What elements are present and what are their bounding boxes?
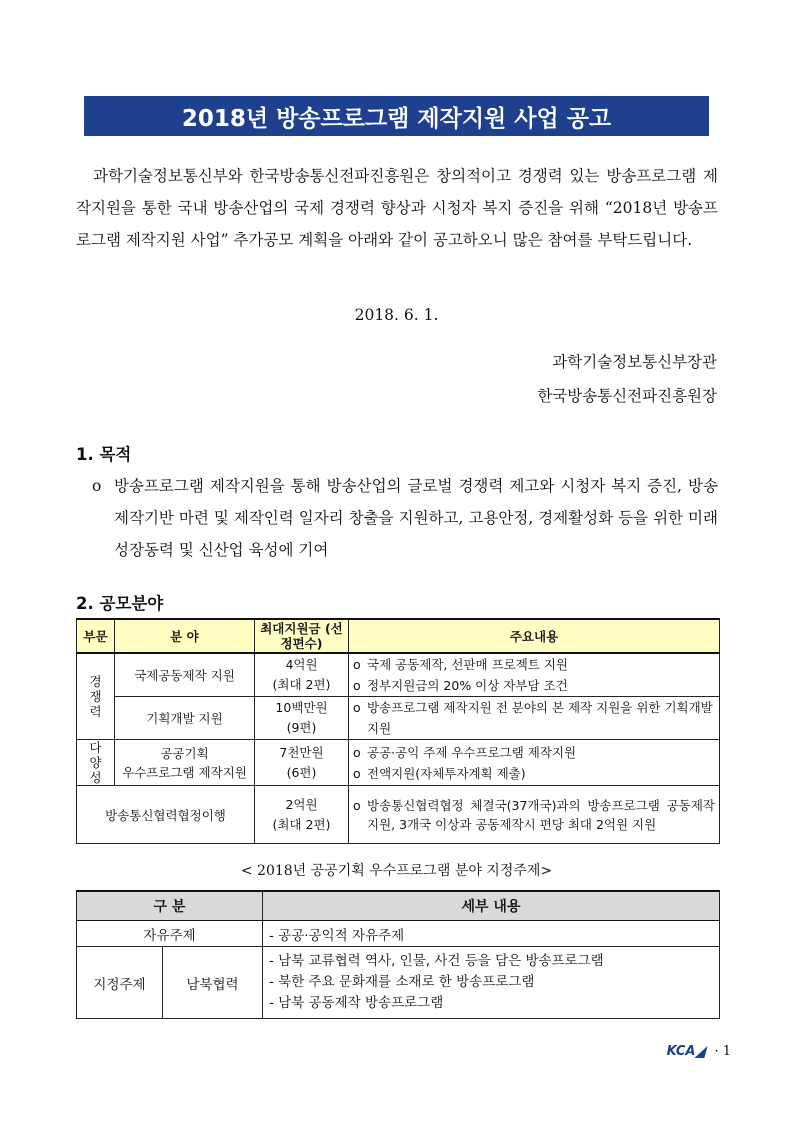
- kca-logo: [667, 1044, 707, 1059]
- count: (최대 2편): [272, 677, 331, 692]
- header-division: 부문: [77, 619, 115, 653]
- signatory-minister: 과학기술정보통신부장관: [552, 353, 717, 371]
- title-banner: [84, 96, 709, 136]
- list-item: - 남북 교류협력 역사, 인물, 사건 등을 담은 방송프로그램: [269, 953, 604, 969]
- bullet-marker: o: [92, 477, 102, 495]
- content-cell: [349, 740, 720, 786]
- max-support: [255, 740, 349, 786]
- designated-sub-label: 남북협력: [163, 947, 263, 1019]
- list-item: - 남북 공동제작 방송프로그램: [269, 995, 444, 1011]
- intro-text: 과학기술정보통신부와 한국방송통신전파진흥원은 창의적이고 경쟁력 있는 방송프로그램 제작지원을 통한 국내 방송산업의 국제 경쟁력 향상과 시청자 복지 증진을 위해 “2018년 방송프로그램 제작지원 사업” 추가공모 계획을 아래와 같이 공고하오니 많은 참여를 부탁드립니다.: [76, 167, 718, 249]
- group-competitive-label: 경쟁력: [89, 674, 102, 719]
- count: (최대 2편): [272, 816, 331, 832]
- amount: 7천만원: [279, 744, 324, 760]
- support-fields-table: [76, 618, 720, 844]
- purpose-text: 방송프로그램 제작지원을 통해 방송산업의 글로벌 경쟁력 제고와 시청자 복지 증진, 방송 제작기반 마련 및 제작인력 일자리 창출을 지원하고, 고용안정, 경제활성화 등을 위한 미래성장동력 및 신산업 육성에 기여: [114, 477, 718, 559]
- field-name: 국제공동제작 지원: [115, 653, 255, 697]
- table-row: [77, 786, 720, 844]
- amount: 2억원: [285, 796, 318, 812]
- list-item: o 공공·공익 주제 우수프로그램 제작지원: [353, 744, 577, 760]
- list-item: o 국제 공동제작, 선판매 프로젝트 지원: [353, 657, 568, 672]
- free-topic-label: 자유주제: [77, 921, 263, 947]
- theme-table-caption: < 2018년 공공기획 우수프로그램 분야 지정주제>: [240, 863, 553, 879]
- section-fields-heading: 2. 공모분야: [76, 594, 164, 613]
- designated-themes-table: [76, 890, 720, 1019]
- amount: 4억원: [285, 657, 318, 672]
- list-item: o 전액지원(자체투자계획 제출): [353, 765, 526, 781]
- header-field: 분 야: [115, 619, 255, 653]
- table-row: [77, 697, 720, 740]
- group-diverse: [77, 740, 115, 786]
- page-number: · 1: [714, 1044, 731, 1059]
- designated-topic-label: 지정주제: [77, 947, 163, 1019]
- intro-paragraph: [76, 160, 718, 256]
- designated-details: [263, 947, 720, 1019]
- count: (9편): [286, 720, 317, 735]
- list-item: - 북한 주요 문화재를 소재로 한 방송프로그램: [269, 974, 535, 990]
- header-detail: 세부 내용: [263, 891, 720, 921]
- field-name: 기획개발 지원: [115, 697, 255, 740]
- list-item: o 방송프로그램 제작지원 전 분야의 본 제작 지원을 위한 기획개발 지원: [353, 700, 713, 736]
- logo-text: KCA: [666, 1044, 696, 1059]
- logo-mark-icon: [695, 1046, 708, 1058]
- field-name: 방송통신협력협정이행: [77, 786, 255, 844]
- page-title: 2018년 방송프로그램 제작지원 사업 공고: [181, 105, 612, 132]
- content-cell: [349, 786, 720, 844]
- page-footer: [667, 1044, 731, 1059]
- table-header-row: [77, 619, 720, 653]
- amount: 10백만원: [275, 700, 328, 715]
- list-item: o 방송통신협력협정 체결국(37개국)과의 방송프로그램 공동제작 지원, 3개국 이상과 공동제작시 편당 최대 2억원 지원: [353, 797, 715, 832]
- theme-header-row: [77, 891, 720, 921]
- max-support: [255, 653, 349, 697]
- field-name: 공공기획 우수프로그램 제작지원: [115, 740, 255, 786]
- table-row: [77, 740, 720, 786]
- max-support: [255, 786, 349, 844]
- group-diverse-label: 다양성: [89, 740, 102, 785]
- free-topic-detail: - 공공·공익적 자유주제: [263, 921, 720, 947]
- max-support: [255, 697, 349, 740]
- table-row: [77, 947, 720, 1019]
- group-competitive: [77, 653, 115, 740]
- count: (6편): [286, 764, 317, 780]
- purpose-block: [92, 470, 718, 566]
- content-cell: [349, 697, 720, 740]
- header-category: 구 분: [77, 891, 263, 921]
- header-content: 주요내용: [349, 619, 720, 653]
- list-item: o 정부지원금의 20% 이상 자부담 조건: [353, 678, 568, 693]
- section-purpose-heading: 1. 목적: [76, 445, 132, 464]
- signatory-agency: 한국방송통신전파진흥원장: [537, 387, 717, 405]
- content-cell: [349, 653, 720, 697]
- table-row: [77, 921, 720, 947]
- announcement-date: 2018. 6. 1.: [354, 306, 439, 324]
- table-row: [77, 653, 720, 697]
- header-max-support: 최대지원금 (선정편수): [255, 619, 349, 653]
